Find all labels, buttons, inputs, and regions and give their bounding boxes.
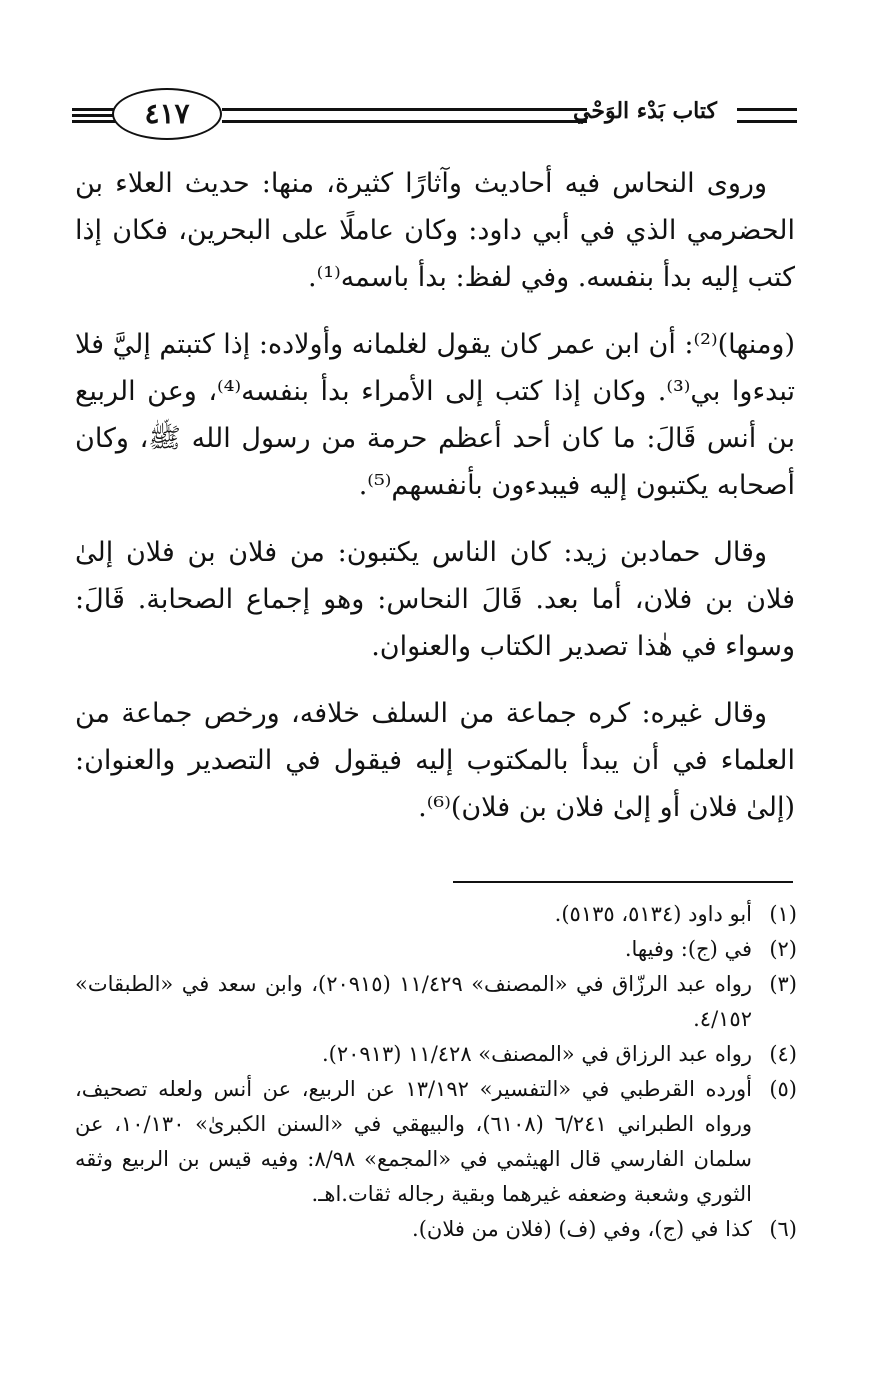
footnotes [75, 897, 797, 1247]
footnote-number: (٥) [769, 1077, 797, 1101]
header-rule-right-2 [737, 120, 797, 123]
footnote [75, 967, 797, 1037]
footnote [75, 897, 797, 932]
footnote-number: (١) [769, 902, 797, 926]
footnote-number: (٦) [769, 1217, 797, 1241]
footnote-text: في (ج): وفيها. [624, 937, 752, 961]
footnote-number: (٣) [769, 972, 797, 996]
paragraph-2: (ومنها)⁽²⁾: أن ابن عمر كان يقول لغلمانه وأولاده: إذا كتبتم إليَّ فلا تبدءوا بي⁽³⁾. وكان إذا كتب إلى الأمراء بدأ بنفسه⁽⁴⁾، وعن الربيع بن أنس قَالَ: ما كان أحد أعظم حرمة من رسول الله ﷺ، وكان أصحابه يكتبون إليه فيبدءون بأنفسهم⁽⁵⁾. [75, 329, 795, 501]
footnote-text: أورده القرطبي في «التفسير» ١٣/١٩٢ عن الربيع، عن أنس ولعله تصحيف، ورواه الطبراني ٦/٢٤١ (٦١٠٨)، والبيهقي في «السنن الكبرىٰ» ١٠/١٣٠، عن سلمان الفارسي قال الهيثمي في «المجمع» ٨/٩٨: وفيه قيس بن الربيع وثقه الثوري وشعبة وضعفه غيرهما وبقية رجاله ثقات.اهـ. [75, 1077, 752, 1206]
footnote-number: (٤) [769, 1042, 797, 1066]
footnote-number: (٢) [769, 937, 797, 961]
footnote [75, 1037, 797, 1072]
page-number: ٤١٧ [112, 88, 222, 140]
header-rule-middle-2 [222, 120, 587, 123]
footnote-separator [453, 881, 793, 883]
header-rule-right-1 [737, 108, 797, 111]
footnote-text: رواه عبد الرزّاق في «المصنف» ١١/٤٢٩ (٢٠٩١٥)، وابن سعد في «الطبقات» ٤/١٥٢. [75, 972, 753, 1031]
footnote [75, 1212, 797, 1247]
footnote-text: أبو داود (٥١٣٤، ٥١٣٥). [554, 902, 752, 926]
footnote-text: كذا في (ج)، وفي (ف) (فلان من فلان). [412, 1217, 752, 1241]
paragraph-3: وقال حمادبن زيد: كان الناس يكتبون: من فلان بن فلان إلىٰ فلان بن فلان، أما بعد. قَالَ النحاس: وهو إجماع الصحابة. قَالَ: وسواء في هٰذا تصدير الكتاب والعنوان. [75, 537, 795, 662]
footnote [75, 932, 797, 967]
footnote-text: رواه عبد الرزاق في «المصنف» ١١/٤٢٨ (٢٠٩١٣). [321, 1042, 752, 1066]
paragraph-4: وقال غيره: كره جماعة من السلف خلافه، ورخص جماعة من العلماء في أن يبدأ بالمكتوب إليه فيقول في التصدير والعنوان: (إلىٰ فلان أو إلىٰ فلان بن فلان)⁽⁶⁾. [75, 698, 795, 823]
page-header [72, 88, 797, 146]
header-rule-middle-1 [222, 108, 587, 111]
main-text [75, 160, 795, 851]
paragraph-1: وروى النحاس فيه أحاديث وآثارًا كثيرة، منها: حديث العلاء بن الحضرمي الذي في أبي داود: وكان عاملًا على البحرين، فكان إذا كتب إليه بدأ بنفسه. وفي لفظ: بدأ باسمه⁽¹⁾. [75, 168, 795, 293]
running-title: كتاب بَدْء الوَحْي [573, 98, 717, 124]
footnote [75, 1072, 797, 1212]
